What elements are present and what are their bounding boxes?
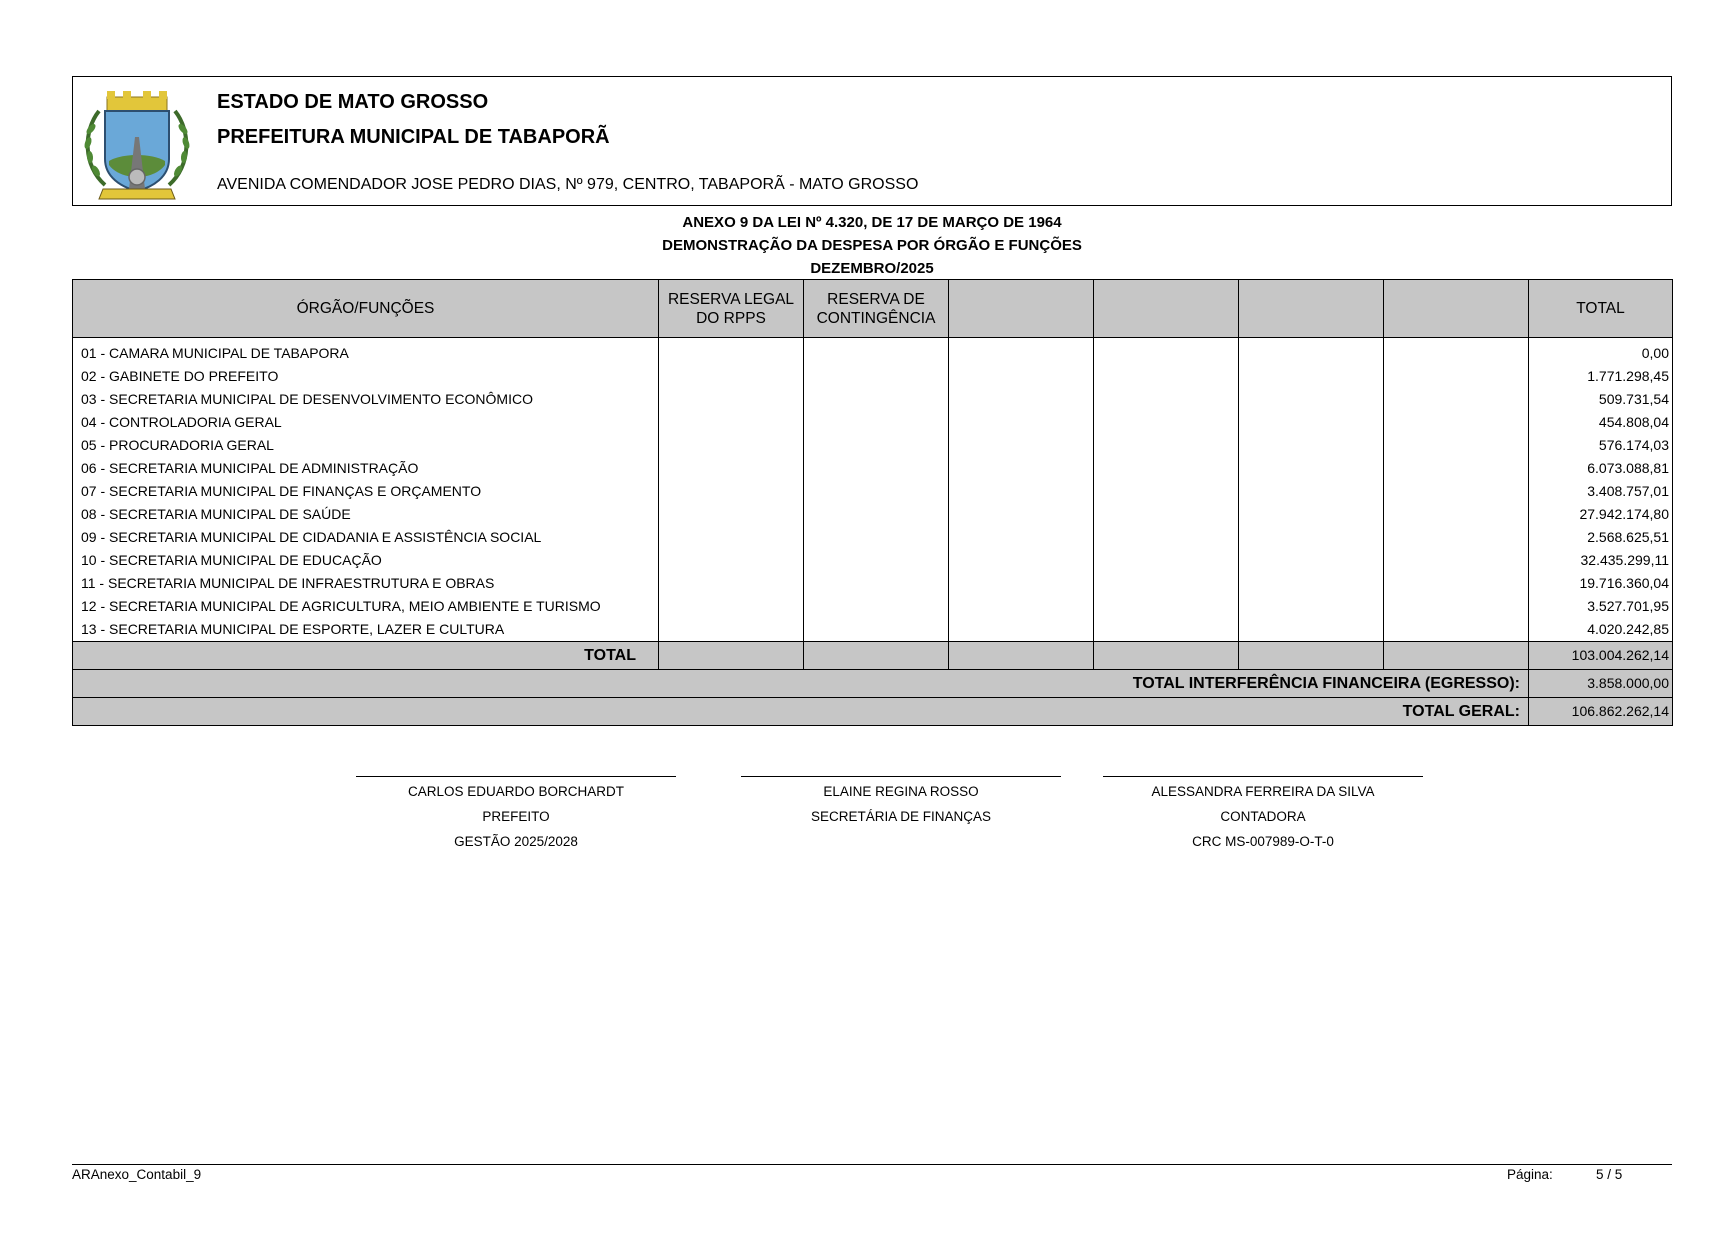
row-total: 0,00	[1529, 338, 1673, 366]
empty-cell	[949, 503, 1094, 526]
empty-cell	[804, 388, 949, 411]
empty-cell	[1239, 480, 1384, 503]
empty-cell	[1384, 411, 1529, 434]
signature-role: SECRETÁRIA DE FINANÇAS	[810, 809, 992, 824]
table-row	[73, 388, 1673, 411]
empty-cell	[1094, 618, 1239, 642]
table-row	[73, 434, 1673, 457]
signature-block-prefeito	[356, 776, 676, 854]
empty-cell	[949, 526, 1094, 549]
orgao-name: 11 - SECRETARIA MUNICIPAL DE INFRAESTRUTURA E OBRAS	[73, 572, 659, 595]
empty-cell	[804, 411, 949, 434]
empty-cell	[949, 388, 1094, 411]
report-title-period: DEZEMBRO/2025	[810, 260, 934, 277]
orgao-name: 08 - SECRETARIA MUNICIPAL DE SAÚDE	[73, 503, 659, 526]
empty-cell	[1239, 595, 1384, 618]
empty-cell	[1094, 457, 1239, 480]
empty-cell	[804, 618, 949, 642]
empty-cell	[1384, 618, 1529, 642]
empty-cell	[949, 457, 1094, 480]
column-header-reserva-legal-line1: RESERVA LEGAL	[667, 290, 795, 308]
empty-cell	[804, 503, 949, 526]
column-header-orgao-label: ÓRGÃO/FUNÇÕES	[296, 300, 435, 317]
report-header	[72, 76, 1672, 206]
empty-cell	[1094, 338, 1239, 366]
interference-value: 3.858.000,00	[1529, 670, 1673, 698]
signature-name: ELAINE REGINA ROSSO	[823, 784, 979, 799]
empty-cell	[1384, 526, 1529, 549]
orgao-name: 09 - SECRETARIA MUNICIPAL DE CIDADANIA E ASSISTÊNCIA SOCIAL	[73, 526, 659, 549]
empty-cell	[949, 618, 1094, 642]
signature-name: CARLOS EDUARDO BORCHARDT	[407, 784, 625, 799]
expense-table	[72, 279, 1673, 726]
empty-cell	[1384, 457, 1529, 480]
empty-cell	[1384, 365, 1529, 388]
row-total: 3.527.701,95	[1529, 595, 1673, 618]
empty-cell	[1094, 388, 1239, 411]
empty-cell	[659, 338, 804, 366]
empty-cell	[659, 526, 804, 549]
interference-label: TOTAL INTERFERÊNCIA FINANCEIRA (EGRESSO):	[73, 670, 1529, 698]
empty-cell	[1094, 411, 1239, 434]
signature-line	[741, 776, 1061, 777]
empty-cell	[659, 457, 804, 480]
table-header-row	[73, 280, 1673, 338]
column-header-reserva-contingencia	[804, 280, 949, 338]
empty-cell	[949, 365, 1094, 388]
signature-extra: CRC MS-007989-O-T-0	[1192, 834, 1334, 849]
empty-cell	[1094, 434, 1239, 457]
column-header-total	[1529, 280, 1673, 338]
empty-cell	[949, 411, 1094, 434]
empty-cell	[1094, 480, 1239, 503]
empty-cell	[1239, 457, 1384, 480]
total-cell-blank	[1384, 642, 1529, 670]
row-total: 27.942.174,80	[1529, 503, 1673, 526]
empty-cell	[659, 411, 804, 434]
row-total: 2.568.625,51	[1529, 526, 1673, 549]
row-total: 19.716.360,04	[1529, 572, 1673, 595]
state-name: ESTADO DE MATO GROSSO	[217, 91, 489, 113]
orgao-name: 05 - PROCURADORIA GERAL	[73, 434, 659, 457]
column-header-reserva-legal	[659, 280, 804, 338]
empty-cell	[1239, 434, 1384, 457]
row-total: 509.731,54	[1529, 388, 1673, 411]
column-header-total-label: TOTAL	[1576, 300, 1625, 317]
grand-total-row	[73, 698, 1673, 726]
empty-cell	[1094, 572, 1239, 595]
prefecture-name: PREFEITURA MUNICIPAL DE TABAPORÃ	[217, 126, 610, 148]
orgao-name: 13 - SECRETARIA MUNICIPAL DE ESPORTE, LAZER E CULTURA	[73, 618, 659, 642]
empty-cell	[949, 480, 1094, 503]
empty-cell	[659, 549, 804, 572]
column-header-orgao	[73, 280, 659, 338]
empty-cell	[1094, 549, 1239, 572]
orgao-name: 07 - SECRETARIA MUNICIPAL DE FINANÇAS E ORÇAMENTO	[73, 480, 659, 503]
table-row	[73, 411, 1673, 434]
empty-cell	[1239, 338, 1384, 366]
empty-cell	[1239, 549, 1384, 572]
empty-cell	[1384, 434, 1529, 457]
empty-cell	[804, 434, 949, 457]
orgao-name: 02 - GABINETE DO PREFEITO	[73, 365, 659, 388]
orgao-name: 12 - SECRETARIA MUNICIPAL DE AGRICULTURA, MEIO AMBIENTE E TURISMO	[73, 595, 659, 618]
page-number: 5 / 5	[1596, 1167, 1623, 1182]
column-header-reserva-legal-line2: DO RPPS	[696, 309, 766, 327]
empty-cell	[659, 503, 804, 526]
table-row	[73, 618, 1673, 642]
empty-cell	[804, 457, 949, 480]
grand-total-label: TOTAL GERAL:	[73, 698, 1529, 726]
total-cell-blank	[659, 642, 804, 670]
row-total: 3.408.757,01	[1529, 480, 1673, 503]
empty-cell	[1239, 388, 1384, 411]
empty-cell	[1239, 365, 1384, 388]
empty-cell	[1384, 388, 1529, 411]
orgao-name: 03 - SECRETARIA MUNICIPAL DE DESENVOLVIMENTO ECONÔMICO	[73, 388, 659, 411]
empty-cell	[1094, 595, 1239, 618]
footer-divider	[72, 1164, 1672, 1165]
table-row	[73, 457, 1673, 480]
empty-cell	[659, 572, 804, 595]
report-titles	[72, 211, 1672, 280]
total-cell-blank	[1239, 642, 1384, 670]
orgao-name: 06 - SECRETARIA MUNICIPAL DE ADMINISTRAÇÃO	[73, 457, 659, 480]
table-row	[73, 526, 1673, 549]
empty-cell	[1239, 618, 1384, 642]
row-total: 6.073.088,81	[1529, 457, 1673, 480]
table-row	[73, 549, 1673, 572]
empty-cell	[659, 434, 804, 457]
orgao-name: 04 - CONTROLADORIA GERAL	[73, 411, 659, 434]
municipal-coat-of-arms-logo	[77, 81, 197, 203]
total-cell-blank	[1094, 642, 1239, 670]
table-row	[73, 572, 1673, 595]
empty-cell	[1384, 549, 1529, 572]
orgao-name: 10 - SECRETARIA MUNICIPAL DE EDUCAÇÃO	[73, 549, 659, 572]
empty-cell	[804, 572, 949, 595]
interference-row	[73, 670, 1673, 698]
empty-cell	[949, 338, 1094, 366]
empty-cell	[949, 549, 1094, 572]
empty-cell	[1239, 526, 1384, 549]
column-header-reserva-contingencia-line2: CONTINGÊNCIA	[816, 309, 936, 327]
table-row	[73, 338, 1673, 366]
column-header-blank	[1094, 280, 1239, 338]
empty-cell	[659, 365, 804, 388]
row-total: 454.808,04	[1529, 411, 1673, 434]
empty-cell	[1384, 595, 1529, 618]
report-title-law: ANEXO 9 DA LEI Nº 4.320, DE 17 DE MARÇO DE 1964	[682, 214, 1062, 231]
empty-cell	[949, 595, 1094, 618]
orgao-name: 01 - CAMARA MUNICIPAL DE TABAPORA	[73, 338, 659, 366]
signature-block-secretaria	[741, 776, 1061, 829]
table-row	[73, 595, 1673, 618]
total-cell-blank	[804, 642, 949, 670]
empty-cell	[1384, 503, 1529, 526]
total-cell-blank	[949, 642, 1094, 670]
signature-line	[356, 776, 676, 777]
table-body	[73, 338, 1673, 642]
row-total: 4.020.242,85	[1529, 618, 1673, 642]
column-header-reserva-contingencia-line1: RESERVA DE	[827, 290, 925, 308]
empty-cell	[1094, 526, 1239, 549]
total-row	[73, 642, 1673, 670]
empty-cell	[659, 480, 804, 503]
empty-cell	[804, 595, 949, 618]
column-header-blank	[1239, 280, 1384, 338]
empty-cell	[949, 434, 1094, 457]
empty-cell	[659, 618, 804, 642]
report-id: ARAnexo_Contabil_9	[72, 1167, 202, 1182]
report-title-description: DEMONSTRAÇÃO DA DESPESA POR ÓRGÃO E FUNÇÕES	[662, 237, 1082, 254]
table-row	[73, 365, 1673, 388]
empty-cell	[804, 549, 949, 572]
row-total: 32.435.299,11	[1529, 549, 1673, 572]
empty-cell	[949, 572, 1094, 595]
prefecture-address: AVENIDA COMENDADOR JOSE PEDRO DIAS, Nº 979, CENTRO, TABAPORÃ - MATO GROSSO	[217, 176, 919, 193]
total-value: 103.004.262,14	[1529, 642, 1673, 670]
empty-cell	[1094, 365, 1239, 388]
column-header-blank	[1384, 280, 1529, 338]
page-label: Página:	[1507, 1167, 1553, 1182]
signature-line	[1103, 776, 1423, 777]
empty-cell	[804, 480, 949, 503]
row-total: 1.771.298,45	[1529, 365, 1673, 388]
signature-extra: GESTÃO 2025/2028	[454, 834, 578, 849]
signature-role: CONTADORA	[1220, 809, 1306, 824]
empty-cell	[1094, 503, 1239, 526]
empty-cell	[1239, 503, 1384, 526]
signature-block-contadora	[1103, 776, 1423, 854]
total-label: TOTAL	[73, 642, 659, 670]
empty-cell	[1239, 411, 1384, 434]
column-header-blank	[949, 280, 1094, 338]
empty-cell	[659, 595, 804, 618]
empty-cell	[659, 388, 804, 411]
empty-cell	[1239, 572, 1384, 595]
empty-cell	[1384, 338, 1529, 366]
empty-cell	[804, 365, 949, 388]
table-row	[73, 503, 1673, 526]
signature-name: ALESSANDRA FERREIRA DA SILVA	[1151, 784, 1375, 799]
table-row	[73, 480, 1673, 503]
empty-cell	[1384, 480, 1529, 503]
grand-total-value: 106.862.262,14	[1529, 698, 1673, 726]
empty-cell	[804, 338, 949, 366]
signature-role: PREFEITO	[482, 809, 550, 824]
empty-cell	[1384, 572, 1529, 595]
empty-cell	[804, 526, 949, 549]
row-total: 576.174,03	[1529, 434, 1673, 457]
